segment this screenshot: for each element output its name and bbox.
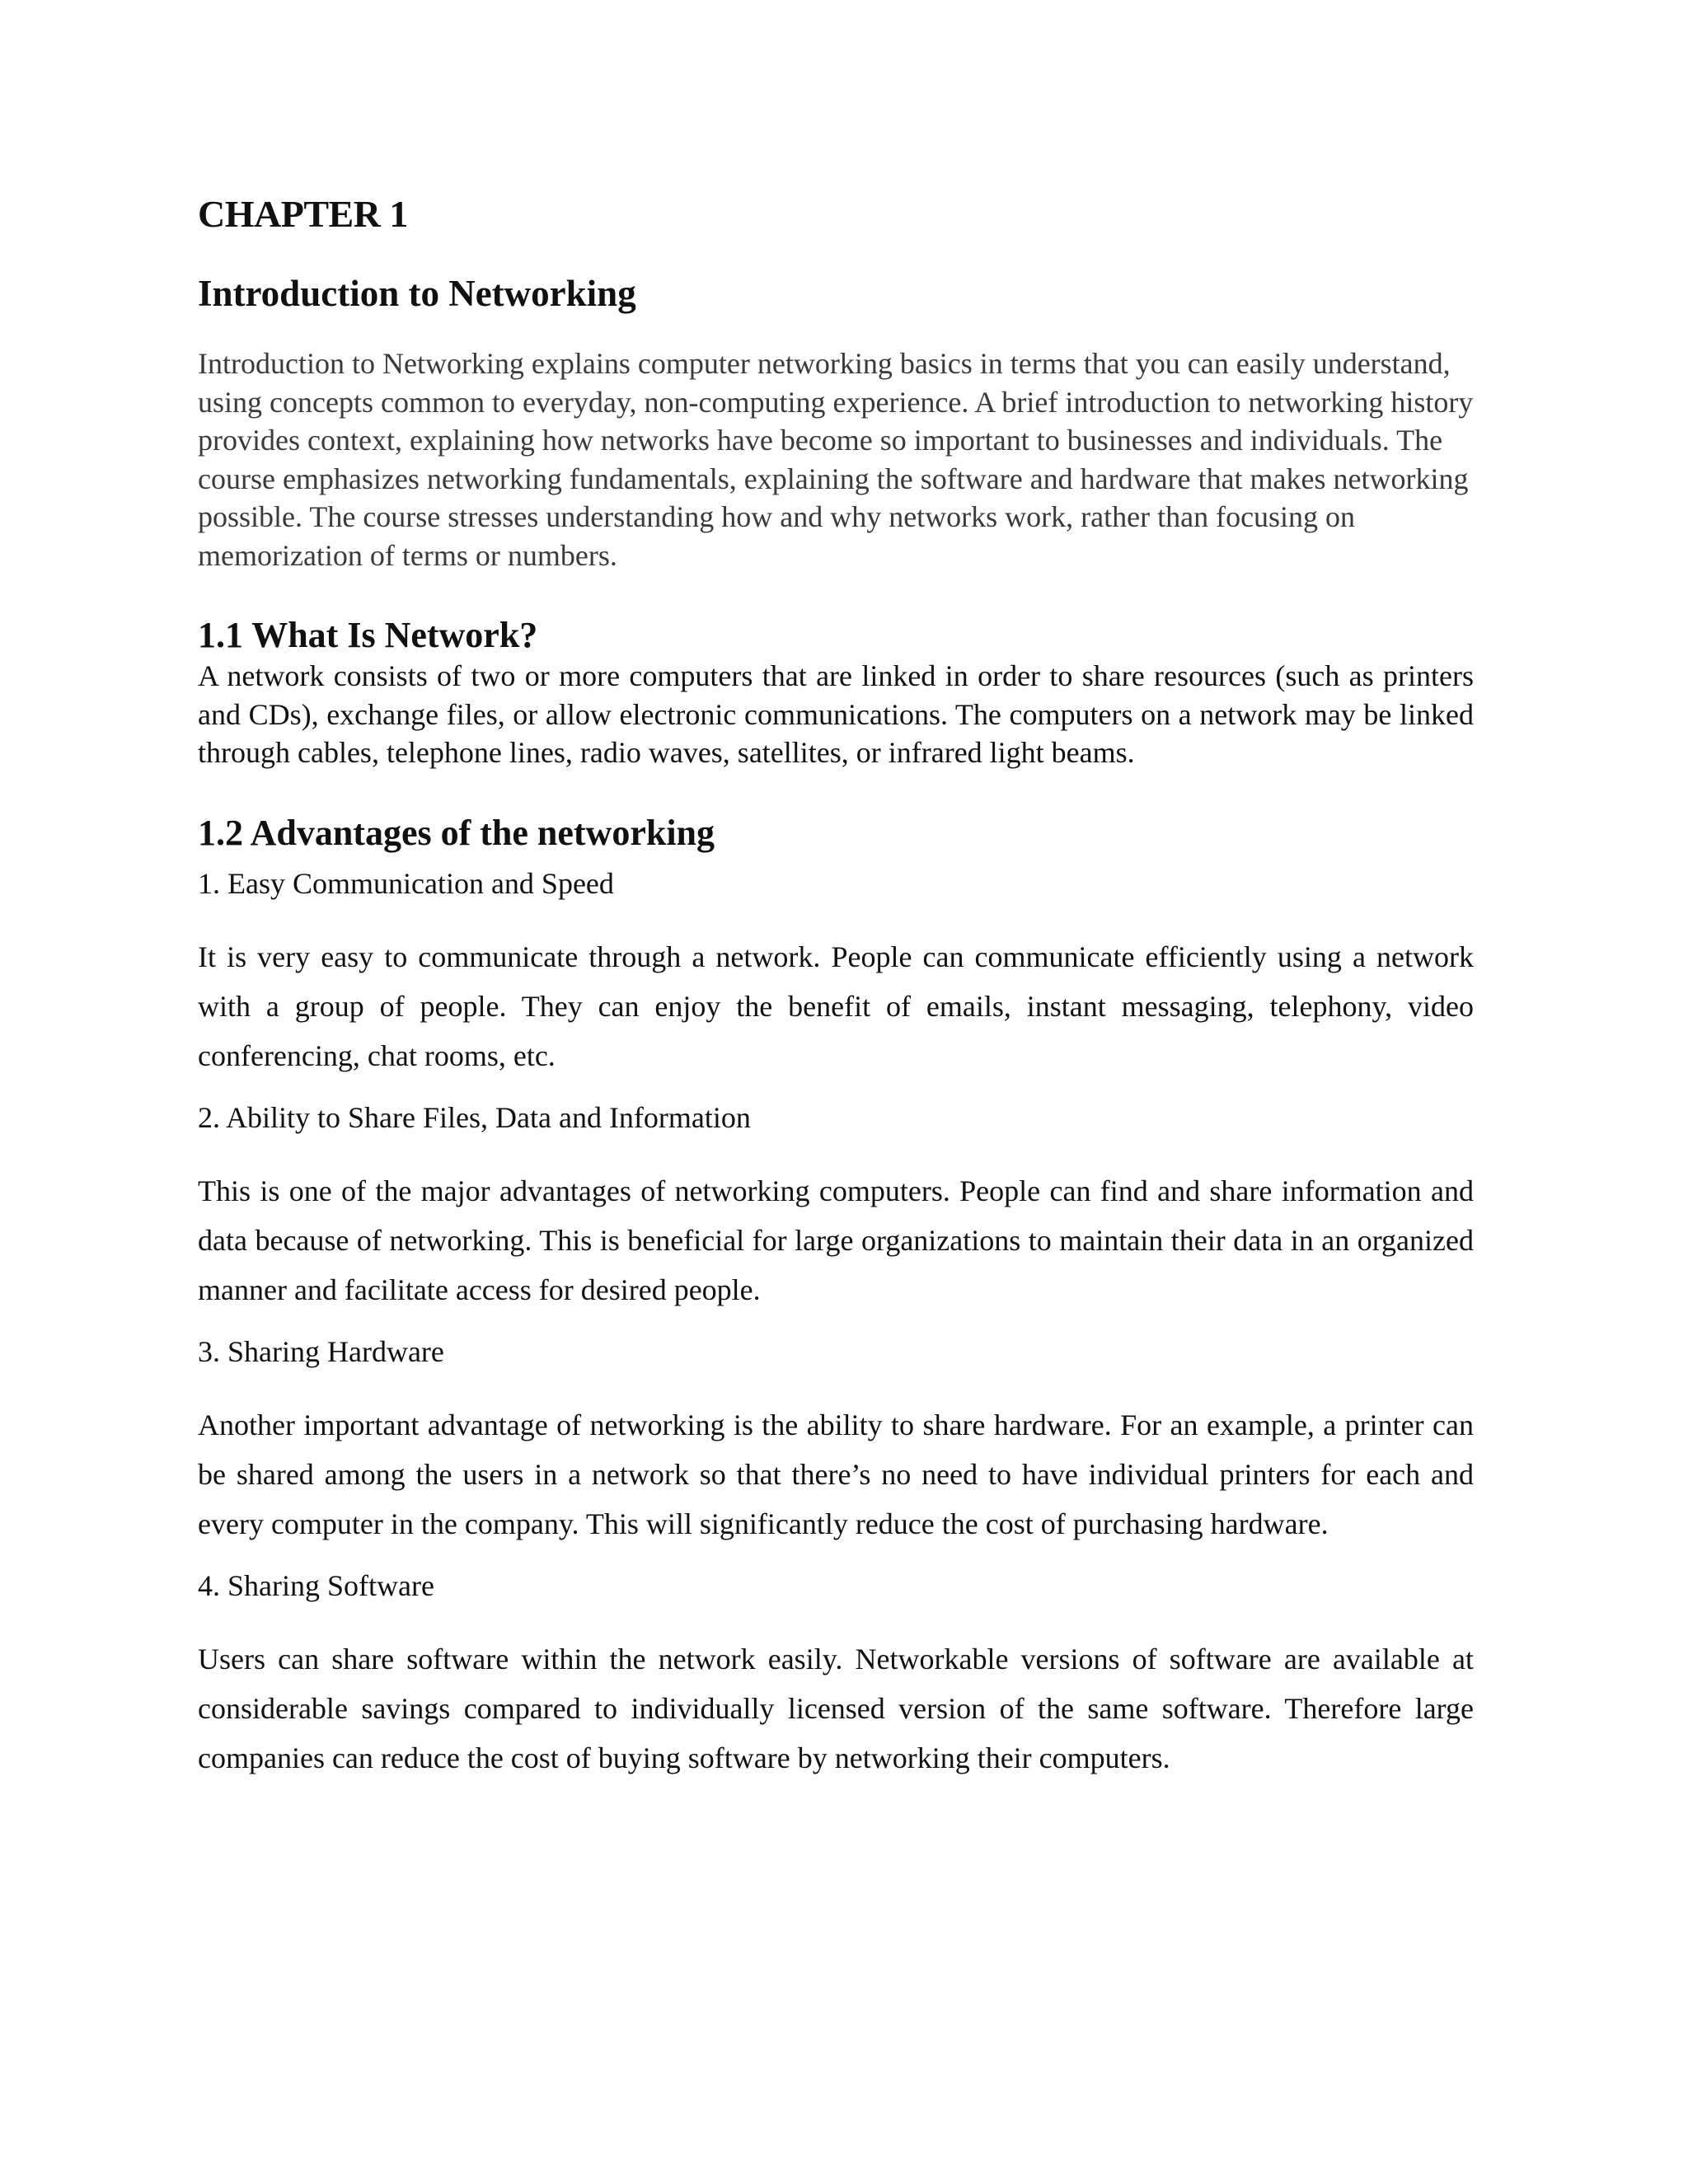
section-heading-what-is-network: 1.1 What Is Network?	[198, 615, 538, 655]
section-heading-advantages: 1.2 Advantages of the networking	[198, 812, 715, 853]
document-page	[198, 191, 1474, 1801]
advantage-title-share-files: 2. Ability to Share Files, Data and Information	[198, 1100, 751, 1134]
chapter-title: Introduction to Networking	[198, 273, 636, 314]
advantage-body-sharing-hardware: Another important advantage of networking is the ability to share hardware. For an example, a printer can be shared among the users in a network so that there’s no need to have individual printers for each and every computer in the company. This will significantly reduce the cost of purchasing hardware.	[198, 1408, 1474, 1540]
chapter-label: CHAPTER 1	[198, 193, 408, 235]
advantage-title-communication: 1. Easy Communication and Speed	[198, 866, 614, 900]
section-body-what-is-network: A network consists of two or more computers that are linked in order to share resources (such as printers and CDs), exchange files, or allow electronic communications. The computers on a network may be linked through cables, telephone lines, radio waves, satellites, or infrared light beams.	[198, 659, 1474, 769]
advantage-body-sharing-software: Users can share software within the network easily. Networkable versions of software are available at considerable savings compared to individually licensed version of the same software. Therefore large companies can reduce the cost of buying software by networking their computers.	[198, 1642, 1474, 1774]
advantage-body-share-files: This is one of the major advantages of networking computers. People can find and share information and data because of networking. This is beneficial for large organizations to maintain their data in an organized manner and facilitate access for desired people.	[198, 1174, 1474, 1306]
intro-paragraph: Introduction to Networking explains computer networking basics in terms that you can easily understand, using concepts common to everyday, non-computing experience. A brief introduction to networking history provides context, explaining how networks have become so important to businesses and individuals. The course emphasizes networking fundamentals, explaining the software and hardware that makes networking possible. The course stresses understanding how and why networks work, rather than focusing on memorization of terms or numbers.	[198, 347, 1474, 572]
advantage-body-communication: It is very easy to communicate through a network. People can communicate efficiently using a network with a group of people. They can enjoy the benefit of emails, instant messaging, telephony, video conferencing, chat rooms, etc.	[198, 940, 1474, 1072]
advantage-title-sharing-hardware: 3. Sharing Hardware	[198, 1334, 444, 1368]
advantage-title-sharing-software: 4. Sharing Software	[198, 1568, 434, 1602]
